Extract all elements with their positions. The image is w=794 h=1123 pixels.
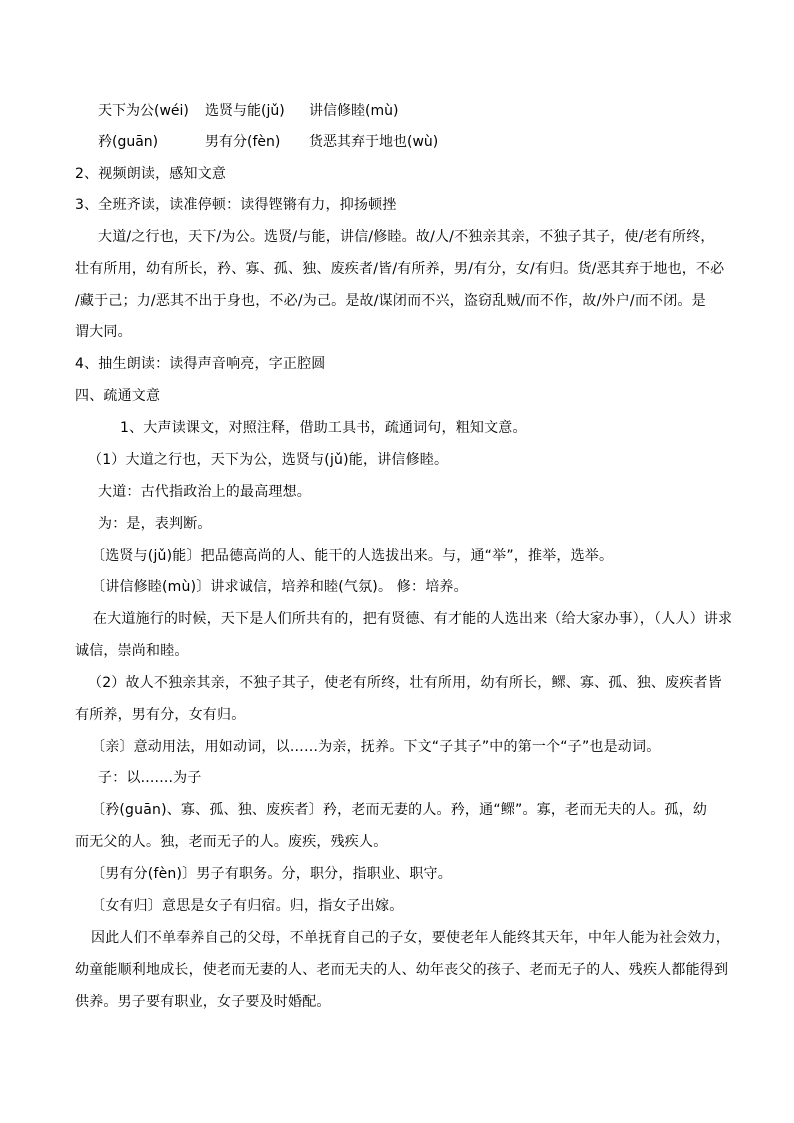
pron-item: 讲信修睦(mù) xyxy=(309,103,399,119)
text-line: 供养。男子要有职业，女子要及时婚配。 xyxy=(75,994,331,1010)
step-4-heading: 4、抽生朗读：读得声音响亮，字正腔圆 xyxy=(75,356,326,372)
step-2-heading: 2、视频朗读，感知文意 xyxy=(75,166,227,182)
text-line: （2）故人不独亲其亲，不独子其子，使老有所终，壮有所用，幼有所长，鳏、寡、孤、独、废疾者皆 xyxy=(88,675,722,691)
pronunciation-row-1 xyxy=(98,101,738,121)
text-line: /藏于己；力/恶其不出于身也，不必/为己。是故/谋闭而不兴，盗窃乱贼/而不作，故/外户/而不闭。是 xyxy=(75,293,706,309)
text-line: 大道/之行也，天下/为公。选贤/与能，讲信/修睦。故/人/不独亲其亲，不独子其子，使/老有所终， xyxy=(98,229,715,245)
text-line: 〔女有归〕意思是女子有归宿。归，指女子出嫁。 xyxy=(91,898,404,914)
text-line: 为：是，表判断。 xyxy=(98,516,212,532)
pron-item: 矜(guān) xyxy=(98,134,159,150)
text-line: 子：以.......为子 xyxy=(98,770,202,786)
text-line: 谓大同。 xyxy=(75,324,132,340)
section-heading: 四、疏通文意 xyxy=(75,388,161,404)
pron-item: 货恶其弃于地也(wù) xyxy=(309,134,439,150)
text-line: 诚信，崇尚和睦。 xyxy=(75,643,189,659)
text-line: 因此人们不单奉养自己的父母，不单抚育自己的子女，要使老年人能终其天年，中年人能为社会效力， xyxy=(91,930,730,946)
text-line: 在大道施行的时候，天下是人们所共有的，把有贤德、有才能的人选出来（给大家办事），（人人）讲求 xyxy=(93,611,733,627)
text-line: 〔亲〕意动用法，用如动词，以……为亲，抚养。下文“子其子”中的第一个“子”也是动词。 xyxy=(91,739,661,755)
step-3-heading: 3、全班齐读，读准停顿：读得铿锵有力，抑扬顿挫 xyxy=(75,197,397,213)
pron-item: 天下为公(wéi) xyxy=(98,103,189,119)
text-line: 壮有所用，幼有所长，矜、寡、孤、独、废疾者/皆/有所养，男/有分，女/有归。货/恶其弃于地也，不必 xyxy=(75,261,725,277)
text-line: 1、大声读课文，对照注释，借助工具书，疏通词句，粗知文意。 xyxy=(120,420,527,436)
text-line: （1）大道之行也，天下为公，选贤与(jǔ)能，讲信修睦。 xyxy=(88,452,449,468)
pronunciation-row-2 xyxy=(98,132,738,152)
text-line: 〔矜(guān)、寡、孤、独、废疾者〕矜，老而无妻的人。矜，通“鳏”。寡，老而无夫的人。孤，幼 xyxy=(91,802,708,818)
pron-item: 选贤与能(jǔ) xyxy=(205,103,285,119)
text-line: 〔讲信修睦(mù)〕讲求诚信，培养和睦(气氛)。 修：培养。 xyxy=(91,579,468,595)
text-line: 幼童能顺利地成长，使老而无妻的人、老而无夫的人、幼年丧父的孩子、老而无子的人、残疾人都能得到 xyxy=(75,962,729,978)
text-line: 〔男有分(fèn)〕男子有职务。分，职分，指职业、职守。 xyxy=(91,866,452,882)
text-line: 而无父的人。独，老而无子的人。废疾，残疾人。 xyxy=(75,834,388,850)
pron-item: 男有分(fèn) xyxy=(205,134,281,150)
text-line: 有所养，男有分，女有归。 xyxy=(75,707,246,723)
text-line: 大道：古代指政治上的最高理想。 xyxy=(98,484,311,500)
text-line: 〔选贤与(jǔ)能〕把品德高尚的人、能干的人选拔出来。与，通“举”，推举，选举。 xyxy=(91,548,614,564)
